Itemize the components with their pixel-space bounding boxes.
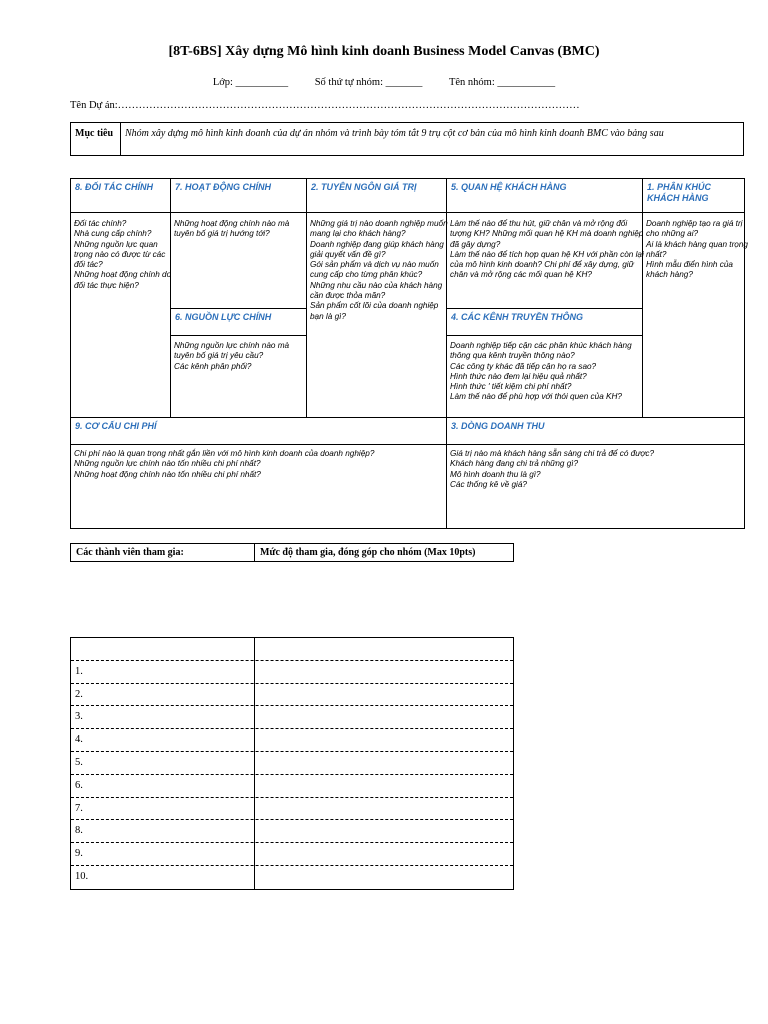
key-activities-divider [170, 212, 307, 213]
channels-header: 4. CÁC KÊNH TRUYỀN THÔNG [451, 312, 584, 322]
member-number: 5. [75, 756, 83, 768]
group-number-field[interactable]: Số thứ tự nhóm: _______ [314, 77, 423, 88]
project-name-field[interactable]: Tên Dự án:…………………………………………………………………………………………………………………… [70, 100, 580, 111]
cost-structure-divider [70, 444, 447, 445]
members-header-table [70, 543, 514, 562]
group-name-field[interactable]: Tên nhóm: ___________ [448, 77, 556, 88]
meta-line [0, 77, 768, 88]
objective-text: Nhóm xây dựng mô hình kinh doanh của dự án nhóm và trình bày tóm tắt 9 trụ cột cơ bản của mô hình kinh doanh BMC vào bảng sau [125, 128, 664, 139]
key-partners-questions: Đối tác chính? Nhà cung cấp chính? Những nguồn lực quan trọng nào có được từ các đối tác? Những hoạt động chính do đối tác thực hiện? [74, 219, 172, 290]
list-item[interactable] [71, 843, 513, 866]
value-proposition-divider [306, 212, 447, 213]
member-number: 4. [75, 734, 83, 746]
list-item[interactable] [71, 820, 513, 843]
key-partners-divider [70, 212, 171, 213]
member-number: 6. [75, 779, 83, 791]
list-item[interactable] [71, 798, 513, 821]
key-partners-header: 8. ĐỐI TÁC CHÍNH [75, 182, 154, 192]
key-resources-header: 6. NGUỒN LỰC CHÍNH [175, 312, 272, 322]
cost-structure-header: 9. CƠ CẤU CHI PHÍ [75, 421, 157, 431]
key-activities-block[interactable] [170, 178, 307, 309]
member-number: 2. [75, 688, 83, 700]
value-proposition-header: 2. TUYÊN NGÔN GIÁ TRỊ [311, 182, 417, 192]
list-item[interactable] [71, 729, 513, 752]
customer-segments-divider [642, 212, 745, 213]
objective-label: Mục tiêu [71, 123, 121, 155]
member-number: 8. [75, 825, 83, 837]
revenue-streams-header: 3. DÒNG DOANH THU [451, 421, 545, 431]
list-item[interactable] [71, 661, 513, 684]
members-column-header: Các thành viên tham gia: [71, 544, 255, 562]
key-partners-block[interactable] [70, 178, 171, 418]
customer-segments-questions: Doanh nghiệp tạo ra giá trị cho những ai? Ai là khách hàng quan trọng nhất? Hình mẫu điển hình của khách hàng? [646, 219, 748, 280]
customer-segments-header: 1. PHÂN KHÚC KHÁCH HÀNG [647, 182, 712, 203]
member-number: 1. [75, 665, 83, 677]
channels-divider [446, 335, 643, 336]
class-field[interactable]: Lớp: __________ [212, 77, 289, 88]
key-activities-header: 7. HOẠT ĐỘNG CHÍNH [175, 182, 272, 192]
member-number: 10. [75, 870, 89, 882]
list-item[interactable] [71, 752, 513, 775]
page-title: [8T-6BS] Xây dựng Mô hình kinh doanh Business Model Canvas (BMC) [168, 44, 600, 59]
list-item[interactable] [71, 775, 513, 798]
customer-relationships-questions: Làm thế nào để thu hút, giữ chân và mở rộng đối tượng KH? Những mối quan hệ KH mà doanh nghiệp đã gây dựng? Làm thế nào để tích hợp quan hệ KH với phần còn lại của mô hình kinh doanh? Chi phí để xây dựng, giữ chân và mở rộng các mối quan hệ KH? [450, 219, 644, 280]
key-resources-questions: Những nguồn lực chính nào mà tuyên bố giá trị yêu cầu? Các kênh phân phối? [174, 341, 290, 371]
revenue-streams-divider [446, 444, 745, 445]
key-resources-divider [170, 335, 307, 336]
revenue-streams-questions: Giá trị nào mà khách hàng sẵn sàng chi trả để có được? Khách hàng đang chi trả những gì? Mô hình doanh thu là gì? Các thống kê về giá? [450, 449, 655, 489]
objective-box [70, 122, 744, 156]
member-number: 3. [75, 711, 83, 723]
member-number: 7. [75, 802, 83, 814]
value-proposition-questions: Những giá trị nào doanh nghiệp muốn mang lại cho khách hàng? Doanh nghiệp đang giúp khách hàng giải quyết vấn đề gì? Gói sản phẩm và dịch vụ nào muốn cung cấp cho từng phân khúc? Những nhu cầu nào của khách hàng cần được thỏa mãn? Sản phẩm cốt lõi của doanh nghiệp bạn là gì? [310, 219, 448, 321]
member-number: 9. [75, 848, 83, 860]
list-item[interactable] [71, 866, 513, 889]
channels-questions: Doanh nghiệp tiếp cận các phân khúc khách hàng thông qua kênh truyền thông nào? Các công ty khác đã tiếp cận họ ra sao? Hình thức nào đem lại hiệu quả nhất? Hình thức ' tiết kiệm chi phí nhất? Làm thế nào để phù hợp với thói quen của KH? [450, 341, 632, 402]
members-list [70, 637, 514, 890]
key-activities-questions: Những hoạt động chính nào mà tuyên bố giá trị hướng tới? [174, 219, 290, 239]
customer-segments-block[interactable] [642, 178, 745, 418]
contribution-column-header: Mức độ tham gia, đóng góp cho nhóm (Max 10pts) [255, 544, 514, 562]
customer-relationships-divider [446, 212, 643, 213]
list-item[interactable] [71, 638, 513, 661]
list-item[interactable] [71, 684, 513, 707]
cost-structure-questions: Chi phí nào là quan trọng nhất gắn liền với mô hình kinh doanh của doanh nghiệp? Những nguồn lực chính nào tốn nhiều chi phí nhất? Những hoạt động chính nào tốn nhiều chi phí nhất? [74, 449, 375, 479]
customer-relationships-header: 5. QUAN HỆ KHÁCH HÀNG [451, 182, 567, 192]
list-item[interactable] [71, 706, 513, 729]
